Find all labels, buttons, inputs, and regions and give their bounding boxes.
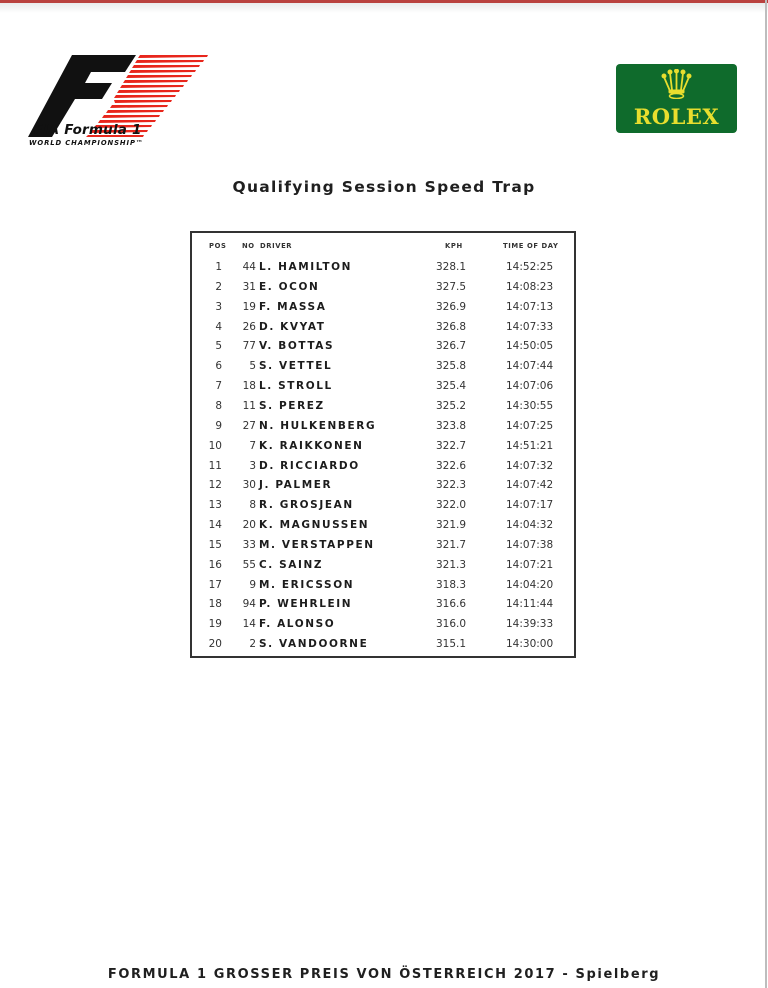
driver-cell: J. PALMER [259, 479, 333, 492]
time-of-day-cell: 14:08:23 [506, 280, 554, 293]
table-row [192, 594, 574, 614]
top-shadow [0, 3, 768, 13]
table-row [192, 634, 574, 654]
speed-cell: 322.7 [436, 439, 467, 452]
time-of-day-cell: 14:07:44 [506, 360, 554, 373]
table-row [192, 475, 574, 495]
position-cell: 17 [208, 578, 222, 591]
car-number-cell: 18 [242, 380, 256, 393]
car-number-cell: 19 [242, 300, 256, 313]
position-cell: 9 [215, 419, 222, 432]
position-cell: 1 [215, 261, 222, 273]
car-number-cell: 9 [249, 578, 256, 591]
time-of-day-cell: 14:07:38 [506, 538, 554, 551]
car-number-cell: 30 [242, 479, 256, 492]
time-of-day-cell: 14:52:25 [506, 261, 554, 273]
speed-cell: 323.8 [436, 419, 467, 432]
page-edge-scrollbar[interactable] [765, 0, 767, 988]
time-of-day-cell: 14:07:42 [506, 479, 554, 492]
position-cell: 14 [208, 519, 222, 532]
time-of-day-cell: 14:07:13 [506, 300, 554, 313]
speed-cell: 321.7 [436, 538, 467, 551]
table-row [192, 356, 574, 376]
time-of-day-cell: 14:07:21 [506, 558, 554, 571]
speed-cell: 318.3 [436, 578, 467, 591]
driver-cell: K. MAGNUSSEN [259, 519, 370, 532]
time-of-day-cell: 14:11:44 [506, 598, 554, 611]
car-number-cell: 55 [242, 558, 256, 571]
speed-cell: 322.3 [436, 479, 467, 492]
time-of-day-cell: 14:50:05 [506, 340, 554, 353]
car-number-cell: 11 [242, 399, 256, 412]
time-of-day-cell: 14:07:25 [506, 419, 554, 432]
car-number-cell: 20 [242, 519, 256, 532]
driver-cell: N. HULKENBERG [259, 419, 377, 432]
driver-cell: S. VETTEL [259, 360, 333, 373]
car-number-cell: 14 [242, 618, 256, 631]
car-number-cell: 77 [242, 340, 256, 353]
f1-logo-subtitle: WORLD CHAMPIONSHIP™ [29, 139, 144, 147]
position-cell: 18 [208, 598, 222, 611]
driver-cell: E. OCON [259, 280, 320, 293]
driver-cell: K. RAIKKONEN [259, 439, 364, 452]
driver-cell: R. GROSJEAN [259, 499, 354, 512]
table-row [192, 456, 574, 476]
table-row [192, 317, 574, 337]
table-row [192, 376, 574, 396]
rolex-logo [616, 64, 737, 133]
page-title: Qualifying Session Speed Trap [232, 178, 536, 196]
car-number-cell: 5 [249, 360, 256, 373]
driver-cell: S. PEREZ [259, 399, 325, 412]
position-cell: 3 [215, 300, 222, 313]
driver-cell: F. ALONSO [259, 618, 336, 631]
speed-cell: 322.6 [436, 459, 467, 472]
driver-cell: F. MASSA [259, 300, 327, 313]
position-cell: 6 [215, 360, 222, 373]
driver-cell: M. ERICSSON [259, 578, 355, 591]
table-row [192, 555, 574, 575]
car-number-cell: 8 [249, 499, 256, 512]
speed-cell: 328.1 [436, 261, 467, 273]
driver-cell: M. VERSTAPPEN [259, 538, 375, 551]
table-row [192, 436, 574, 456]
driver-cell: L. STROLL [259, 380, 333, 393]
speed-cell: 326.7 [436, 340, 467, 353]
time-of-day-cell: 14:07:17 [506, 499, 554, 512]
table-row [192, 257, 574, 277]
position-cell: 4 [215, 320, 222, 333]
driver-cell: D. KVYAT [259, 320, 326, 333]
car-number-cell: 44 [242, 261, 256, 273]
f1-logo-title: FIA Formula 1 [34, 122, 142, 138]
driver-cell: C. SAINZ [259, 558, 324, 571]
table-row [192, 614, 574, 634]
car-number-cell: 33 [242, 538, 256, 551]
speed-cell: 326.9 [436, 300, 467, 313]
driver-cell: D. RICCIARDO [259, 459, 360, 472]
car-number-cell: 31 [242, 280, 256, 293]
table-row [192, 336, 574, 356]
column-header-pos: POS [209, 242, 227, 250]
speed-cell: 321.9 [436, 519, 467, 532]
rolex-wordmark: ROLEX [633, 104, 720, 129]
speed-cell: 327.5 [436, 280, 467, 293]
time-of-day-cell: 14:07:33 [506, 320, 554, 333]
speed-cell: 326.8 [436, 320, 467, 333]
speed-trap-table [190, 231, 576, 658]
time-of-day-cell: 14:07:32 [506, 459, 554, 472]
driver-cell: V. BOTTAS [259, 340, 335, 353]
position-cell: 2 [215, 280, 222, 293]
position-cell: 7 [215, 380, 222, 393]
car-number-cell: 2 [249, 638, 256, 651]
car-number-cell: 27 [242, 419, 256, 432]
position-cell: 5 [215, 340, 222, 353]
speed-cell: 325.8 [436, 360, 467, 373]
time-of-day-cell: 14:04:32 [506, 519, 554, 532]
column-header-driver: DRIVER [260, 242, 293, 250]
position-cell: 20 [208, 638, 222, 651]
column-header-kph: KPH [445, 242, 463, 250]
car-number-cell: 3 [249, 459, 256, 472]
position-cell: 16 [208, 558, 222, 571]
car-number-cell: 7 [249, 439, 256, 452]
crown-icon [661, 69, 692, 99]
speed-cell: 322.0 [436, 499, 467, 512]
position-cell: 13 [208, 499, 222, 512]
speed-cell: 316.0 [436, 618, 467, 631]
document-footer: FORMULA 1 GROSSER PREIS VON ÖSTERREICH 2017 - Spielberg [107, 967, 661, 982]
driver-cell: L. HAMILTON [259, 261, 353, 273]
driver-cell: S. VANDOORNE [259, 638, 369, 651]
speed-cell: 315.1 [436, 638, 467, 651]
time-of-day-cell: 14:30:55 [506, 399, 554, 412]
table-row [192, 416, 574, 436]
column-header-no: NO [242, 242, 255, 250]
position-cell: 11 [208, 459, 222, 472]
speed-cell: 321.3 [436, 558, 467, 571]
table-row [192, 277, 574, 297]
time-of-day-cell: 14:51:21 [506, 439, 554, 452]
time-of-day-cell: 14:04:20 [506, 578, 554, 591]
time-of-day-cell: 14:30:00 [506, 638, 554, 651]
table-row [192, 575, 574, 595]
table-row [192, 396, 574, 416]
position-cell: 19 [208, 618, 222, 631]
speed-cell: 316.6 [436, 598, 467, 611]
column-header-time: TIME OF DAY [503, 242, 559, 250]
position-cell: 8 [215, 399, 222, 412]
table-row [192, 535, 574, 555]
speed-cell: 325.4 [436, 380, 467, 393]
driver-cell: P. WEHRLEIN [259, 598, 353, 611]
car-number-cell: 26 [242, 320, 256, 333]
speed-cell: 325.2 [436, 399, 467, 412]
time-of-day-cell: 14:07:06 [506, 380, 554, 393]
position-cell: 15 [208, 538, 222, 551]
table-row [192, 515, 574, 535]
car-number-cell: 94 [242, 598, 256, 611]
table-row [192, 495, 574, 515]
position-cell: 10 [208, 439, 222, 452]
table-row [192, 297, 574, 317]
time-of-day-cell: 14:39:33 [506, 618, 554, 631]
position-cell: 12 [208, 479, 222, 492]
